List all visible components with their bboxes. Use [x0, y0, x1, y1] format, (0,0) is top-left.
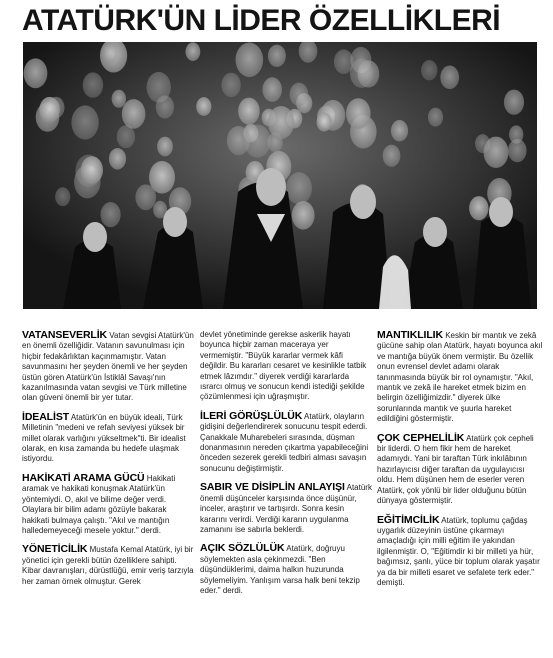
crowd-face [109, 148, 126, 170]
crowd-face [221, 73, 240, 97]
crowd-face [81, 156, 103, 184]
crowd-face [268, 45, 286, 67]
article-title: ATATÜRK'ÜN LİDER ÖZELLİKLERİ [22, 4, 501, 37]
section-title: İLERİ GÖRÜŞLÜLÜK [200, 409, 303, 422]
crowd-face [71, 105, 98, 139]
section-ileri-goruslu [200, 411, 372, 474]
section-title: ÇOK CEPHELİLİK [377, 431, 465, 444]
section-acik-sozluluk [200, 543, 372, 596]
crowd-face [290, 83, 309, 107]
crowd-face [350, 59, 373, 88]
section-body: Atatürk, doğruyu söylemekten asla çekinmezdi. "Ben düşündüklerimi, daima halkın huzurunda söylemeliyim. Yanlışım varsa halk beni tekzip eder." derdi. [200, 544, 360, 595]
section-body: Atatürk'ün en büyük ideali, Türk Milletinin "medeni ve refah seviyesi yüksek bir millet olarak varlığını yükseltmek"ti. Bir idealist olarak, en kısa zamanda bu hedefe ulaşmak istiyordu. [22, 412, 186, 464]
crowd-photo [23, 42, 537, 309]
crowd-face [286, 172, 312, 204]
section-title: MANTIKLILIK [377, 329, 443, 341]
crowd-face [484, 137, 509, 168]
section-body: Hakikati aramak ve hakikati konuşmak Atatürk'ün yöntemiydi. O, akıl ve bilime değer verdi. Olaylara bir bilim adamı gözüyle bakarak hakikati bulmaya çalıştı. "Akıl ve mantığın halledemeyeceği mesele yoktur." derdi. [22, 473, 176, 535]
section-body: Keskin bir mantık ve zekâ gücüne sahip olan Atatürk, hayatı boyunca akıl ve mantığa büyük önem vermiştir. Bu özellik onun evrensel devlet adamı olarak tanınmasında büyük bir rol oynamıştır. "Akıl, mantık ve zekâ ile hareket etmek bizim en belirgin özelliğimizdir." diyerek ülke sorunlarında mantık ve şuurla hareket edildiğini göstermiştir. [377, 331, 543, 424]
crowd-face [102, 44, 117, 63]
section-title: YÖNETİCİLİK [22, 543, 88, 556]
section-body: Atatürk çok cepheli bir liderdi. O hem fikir hem de hareket adamıydı. Yani bir taraftan Türk inkılâbının hazırlayıcısı diğer taraftan da uygulayıcısı oldu. Hem düşünen hem de eserler veren Atatürk, çok yönlü bir lider olduğunu bütün dünyaya göstermiştir. [377, 433, 534, 506]
column-2 [200, 330, 372, 604]
crowd-face [24, 58, 48, 88]
section-mantiklilik [377, 330, 543, 425]
crowd-face [383, 145, 401, 167]
section-sabir-disiplin [200, 482, 372, 535]
crowd-face [196, 97, 211, 116]
section-idealist [22, 412, 194, 465]
crowd-face [469, 196, 488, 220]
section-body: Vatan sevgisi Atatürk'ün en önemli özelliğidir. Vatanın savunulması için hiçbir fedakârlıktan kaçınmamıştır. Vatan savunmasını her şeyden önemli ve her şeyden üstün gören Atatürk'ün İstiklâl Savaşı'nın kazanılmasında vatan sevgisi ve Türk milletine olan güveni önemli bir yer tutar. [22, 331, 194, 403]
crowd-face [440, 66, 459, 90]
section-yoneticilik [22, 544, 194, 587]
crowd-face [157, 137, 173, 157]
section-body: devlet yönetiminde gerekse askerlik hayatı boyunca hiçbir zaman maceraya yer vermemiştir. "Büyük kararlar vermek kâfi değildir. Bu kararları cesaret ve kesinlikle tatbik etmek lâzımdır." diyerek verdiği kararlarda ısrarcı olmuş ve sonucun kendi istediği şekilde çözümlenmesi için uğraşmıştır. [200, 330, 367, 402]
crowd-face [262, 77, 282, 102]
section-body: Atatürk, olayların gidişini değerlendirerek sonucunu tespit ederdi. Çanakkale Muharebeleri sırasında, düşman donanmasının nereden çıkartma yapabileceğini önceden sezerek gerekli tedbiri alması savaşın sonucunu değiştirmiştir. [200, 411, 369, 473]
section-title: EĞİTİMCİLİK [377, 513, 440, 526]
crowd-face [292, 201, 315, 230]
crowd-face [428, 108, 443, 127]
crowd-face [112, 90, 126, 108]
crowd-face [391, 120, 408, 142]
section-hakikati-arama [22, 473, 194, 536]
column-1 [22, 330, 194, 595]
section-body: Atatürk önemli düşünceler karşısında önce düşünür, inceler, araştırır ve tartışırdı. Sonra kesin kararını verirdi. Verdiği kararın uygulanma zamanını ise sabırla beklerdi. [200, 483, 372, 534]
crowd-face [268, 106, 294, 139]
section-cok-cephelilik [377, 433, 543, 507]
crowd-face [149, 161, 175, 194]
section-title: HAKİKATİ ARAMA GÜCÜ [22, 471, 145, 484]
column-3 [377, 330, 543, 596]
crowd-face [186, 42, 201, 61]
crowd-face [122, 99, 146, 129]
section-vatanseverlik [22, 330, 194, 404]
crowd-face [117, 125, 135, 148]
section-title: AÇIK SÖZLÜLÜK [200, 542, 285, 555]
section-body: Atatürk, toplumu çağdaş uygarlık düzeyinin üstüne çıkarmayı amaçladığı için milli eğitim ile yakından ilgilenmiştir. O, "Eğitimdir ki bir milleti ya hür, bağımsız, şanlı, yüce bir toplum olarak yaşatır ya da bir milleti esaret ve sefalete terk eder." demişti. [377, 515, 540, 587]
section-title: VATANSEVERLİK [22, 329, 108, 341]
crowd-face [508, 139, 527, 162]
crowd-face [83, 72, 103, 97]
crowd-face [156, 95, 174, 118]
section-body: Mustafa Kemal Atatürk, iyi bir yönetici için gerekli bütün özelliklere sahipti. Kibar davranışları, dürüstlüğü, emir veriş tarzıyla her zaman örnek olmuştur. Gerek [22, 545, 194, 586]
crowd-face [346, 98, 371, 129]
crowd-face [55, 187, 70, 206]
crowd-face [504, 90, 524, 115]
section-continuation [200, 330, 372, 403]
crowd-face [238, 98, 260, 125]
section-title: İDEALİST [22, 410, 70, 423]
crowd-face [244, 125, 271, 158]
crowd-face [317, 113, 332, 132]
section-title: SABIR VE DİSİPLİN ANLAYIŞI [200, 481, 345, 494]
section-egitimcilik [377, 515, 543, 589]
crowd-face [101, 202, 121, 227]
crowd-face [421, 60, 437, 80]
crowd-face [236, 43, 264, 78]
crowd-face [39, 97, 60, 123]
